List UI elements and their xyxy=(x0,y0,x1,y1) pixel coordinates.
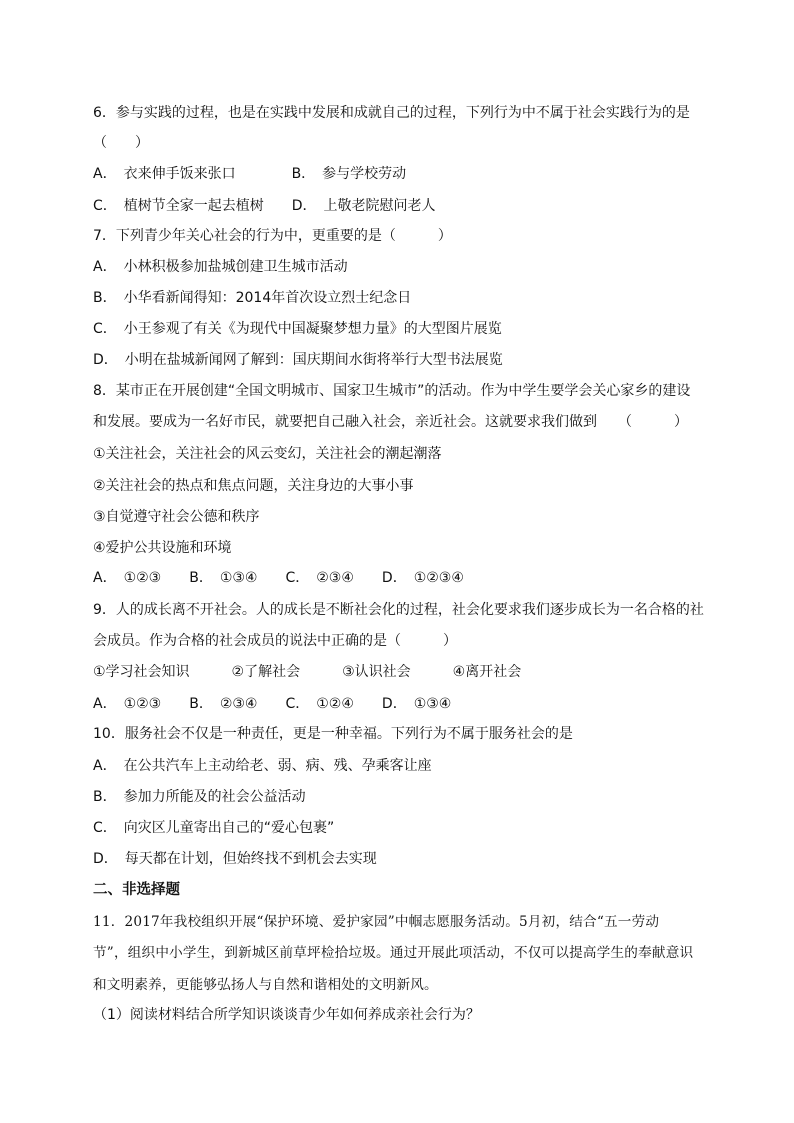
q6-blank: （ ） xyxy=(93,135,149,151)
q11-subquestion-1: （1）阅读材料结合所学知识谈谈青少年如何养成亲社会行为？ xyxy=(93,1007,480,1023)
q7-option-d: D． 小明在盐城新闻网了解到：国庆期间水街将举行大型书法展览 xyxy=(93,352,503,368)
q8-item-4: ④爱护公共设施和环境 xyxy=(93,540,232,556)
q6-options-cd: C． 植树节全家一起去植树 D． 上敬老院慰问老人 xyxy=(93,198,436,214)
q10-option-a: A． 在公共汽车上主动给老、弱、病、残、孕乘客让座 xyxy=(93,758,432,774)
q9-stem-line2: 会成员。作为合格的社会成员的说法中正确的是（ ） xyxy=(93,633,457,649)
q8-item-3: ③自觉遵守社会公德和秩序 xyxy=(93,509,260,525)
q10-option-d: D． 每天都在计划，但始终找不到机会去实现 xyxy=(93,851,377,867)
q11-passage-line2: 节”，组织中小学生，到新城区前草坪检拾垃圾。通过开展此项活动，不仅可以提高学生的奉献意识 xyxy=(93,945,694,961)
q7-option-a: A． 小林积极参加盐城创建卫生城市活动 xyxy=(93,259,348,275)
q10-option-b: B． 参加力所能及的社会公益活动 xyxy=(93,789,306,805)
q8-stem-line1: 8．某市正在开展创建“全国文明城市、国家卫生城市”的活动。作为中学生要学会关心家乡的建设 xyxy=(93,383,691,399)
q9-items: ①学习社会知识 ②了解社会 ③认识社会 ④离开社会 xyxy=(93,664,522,680)
q6-options-ab: A． 衣来伸手饭来张口 B． 参与学校劳动 xyxy=(93,166,407,182)
q8-item-1: ①关注社会，关注社会的风云变幻，关注社会的潮起潮落 xyxy=(93,446,442,462)
section-heading: 二、非选择题 xyxy=(93,882,180,898)
q10-stem: 10．服务社会不仅是一种责任，更是一种幸福。下列行为不属于服务社会的是 xyxy=(93,726,573,742)
q7-option-c: C． 小王参观了有关《为现代中国凝聚梦想力量》的大型图片展览 xyxy=(93,321,502,337)
q11-passage-line1: 11．2017年我校组织开展“保护环境、爱护家园”中帼志愿服务活动。5月初，结合“五一劳动 xyxy=(93,914,660,930)
q7-stem: 7．下列青少年关心社会的行为中，更重要的是（ ） xyxy=(93,228,452,244)
q9-stem-line1: 9．人的成长离不开社会。人的成长是不断社会化的过程，社会化要求我们逐步成长为一名合格的社 xyxy=(93,602,704,618)
q8-item-2: ②关注社会的热点和焦点问题，关注身边的大事小事 xyxy=(93,478,414,494)
q7-option-b: B． 小华看新闻得知：2014年首次设立烈士纪念日 xyxy=(93,290,412,306)
q9-options: A． ①②③ B． ②③④ C． ①②④ D． ①③④ xyxy=(93,696,452,712)
q11-passage-line3: 和文明素养，更能够弘扬人与自然和谐相处的文明新风。 xyxy=(93,977,438,993)
q8-options: A． ①②③ B． ①③④ C． ②③④ D． ①②③④ xyxy=(93,570,464,586)
q6-stem: 6．参与实践的过程，也是在实践中发展和成就自己的过程，下列行为中不属于社会实践行为的是 xyxy=(93,105,690,121)
q8-stem-line2: 和发展。要成为一名好市民，就要把自己融入社会，亲近社会。这就要求我们做到 （ ） xyxy=(93,414,688,430)
q10-option-c: C． 向灾区儿童寄出自己的“爱心包裹” xyxy=(93,820,335,836)
